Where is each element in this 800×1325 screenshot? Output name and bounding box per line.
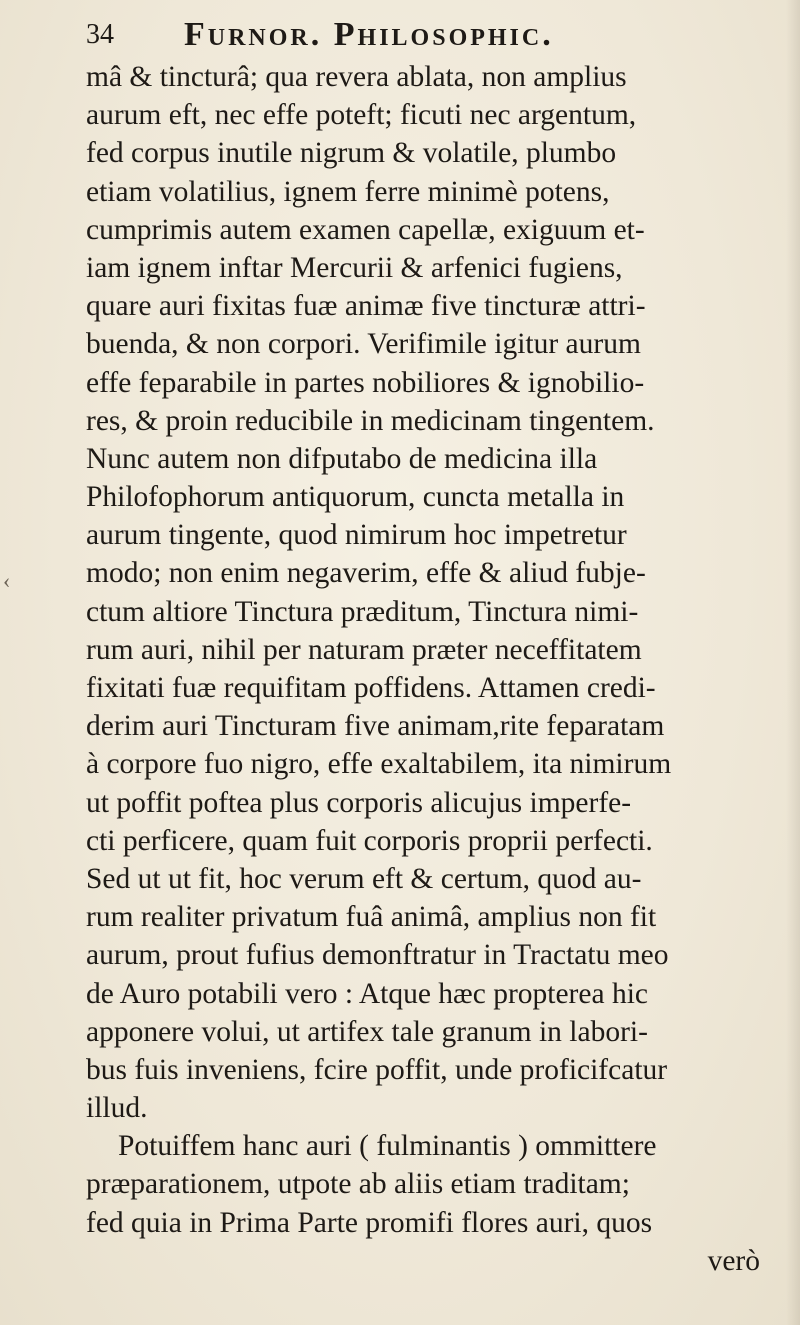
catchword: verò: [707, 1244, 760, 1277]
text-line: Potuiffem hanc auri ( fulminantis ) ommittere: [118, 1130, 657, 1163]
text-line: præparationem, utpote ab aliis etiam traditam;: [86, 1168, 630, 1201]
text-line: derim auri Tincturam five animam,rite feparatam: [86, 710, 665, 743]
text-line: quare auri fixitas fuæ animæ five tincturæ attri-: [86, 290, 646, 323]
text-line: à corpore fuo nigro, effe exaltabilem, ita nimirum: [86, 748, 672, 781]
page-number: 34: [86, 19, 114, 50]
page-header: [86, 12, 766, 58]
text-line: aurum tingente, quod nimirum hoc impetretur: [86, 519, 627, 552]
text-line: buenda, & non corpori. Verifimile igitur aurum: [86, 328, 641, 361]
text-line: rum auri, nihil per naturam præter neceffitatem: [86, 633, 642, 666]
margin-mark: ‹: [3, 568, 11, 593]
text-line: aurum eft, nec effe poteft; ficuti nec argentum,: [86, 99, 637, 132]
running-title: Furnor. Philosophic.: [184, 16, 554, 53]
text-line: modo; non enim negaverim, effe & aliud fubje-: [86, 557, 646, 590]
text-line: iam ignem inftar Mercurii & arfenici fugiens,: [86, 251, 623, 284]
text-line: rum realiter privatum fuâ animâ, amplius non fit: [86, 901, 657, 934]
text-line: fixitati fuæ requifitam poffidens. Attamen credi-: [86, 672, 656, 704]
text-line: de Auro potabili vero : Atque hæc propterea hic: [86, 977, 648, 1010]
text-line: ctum altiore Tinctura præditum, Tinctura nimi-: [86, 595, 639, 628]
text-line: apponere volui, ut artifex tale granum in labori-: [86, 1015, 648, 1048]
text-line: ut poffit poftea plus corporis alicujus imperfe-: [86, 786, 632, 819]
body-text: [86, 58, 786, 1280]
text-line: aurum, prout fufius demonftratur in Tractatu meo: [86, 939, 669, 972]
text-line: cumprimis autem examen capellæ, exiguum et-: [86, 213, 645, 246]
text-line: fed quia in Prima Parte promifi flores auri, quos: [86, 1206, 653, 1239]
text-line: etiam volatilius, ignem ferre minimè potens,: [86, 175, 610, 208]
text-line: illud.: [86, 1092, 148, 1125]
text-line: fed corpus inutile nigrum & volatile, plumbo: [86, 137, 617, 170]
text-line: Sed ut ut fit, hoc verum eft & certum, quod au-: [86, 862, 642, 895]
text-line: effe feparabile in partes nobiliores & ignobilio-: [86, 366, 645, 399]
page-edge-shadow: [786, 0, 800, 1325]
text-line: Nunc autem non difputabo de medicina illa: [86, 442, 598, 475]
text-line: Philofophorum antiquorum, cuncta metalla in: [86, 481, 625, 514]
text-line: bus fuis inveniens, fcire poffit, unde proficifcatur: [86, 1053, 668, 1086]
text-line: mâ & tincturâ; qua revera ablata, non amplius: [86, 61, 627, 93]
text-line: res, & proin reducibile in medicinam tingentem.: [86, 404, 655, 437]
text-line: cti perficere, quam fuit corporis proprii perfecti.: [86, 824, 653, 857]
